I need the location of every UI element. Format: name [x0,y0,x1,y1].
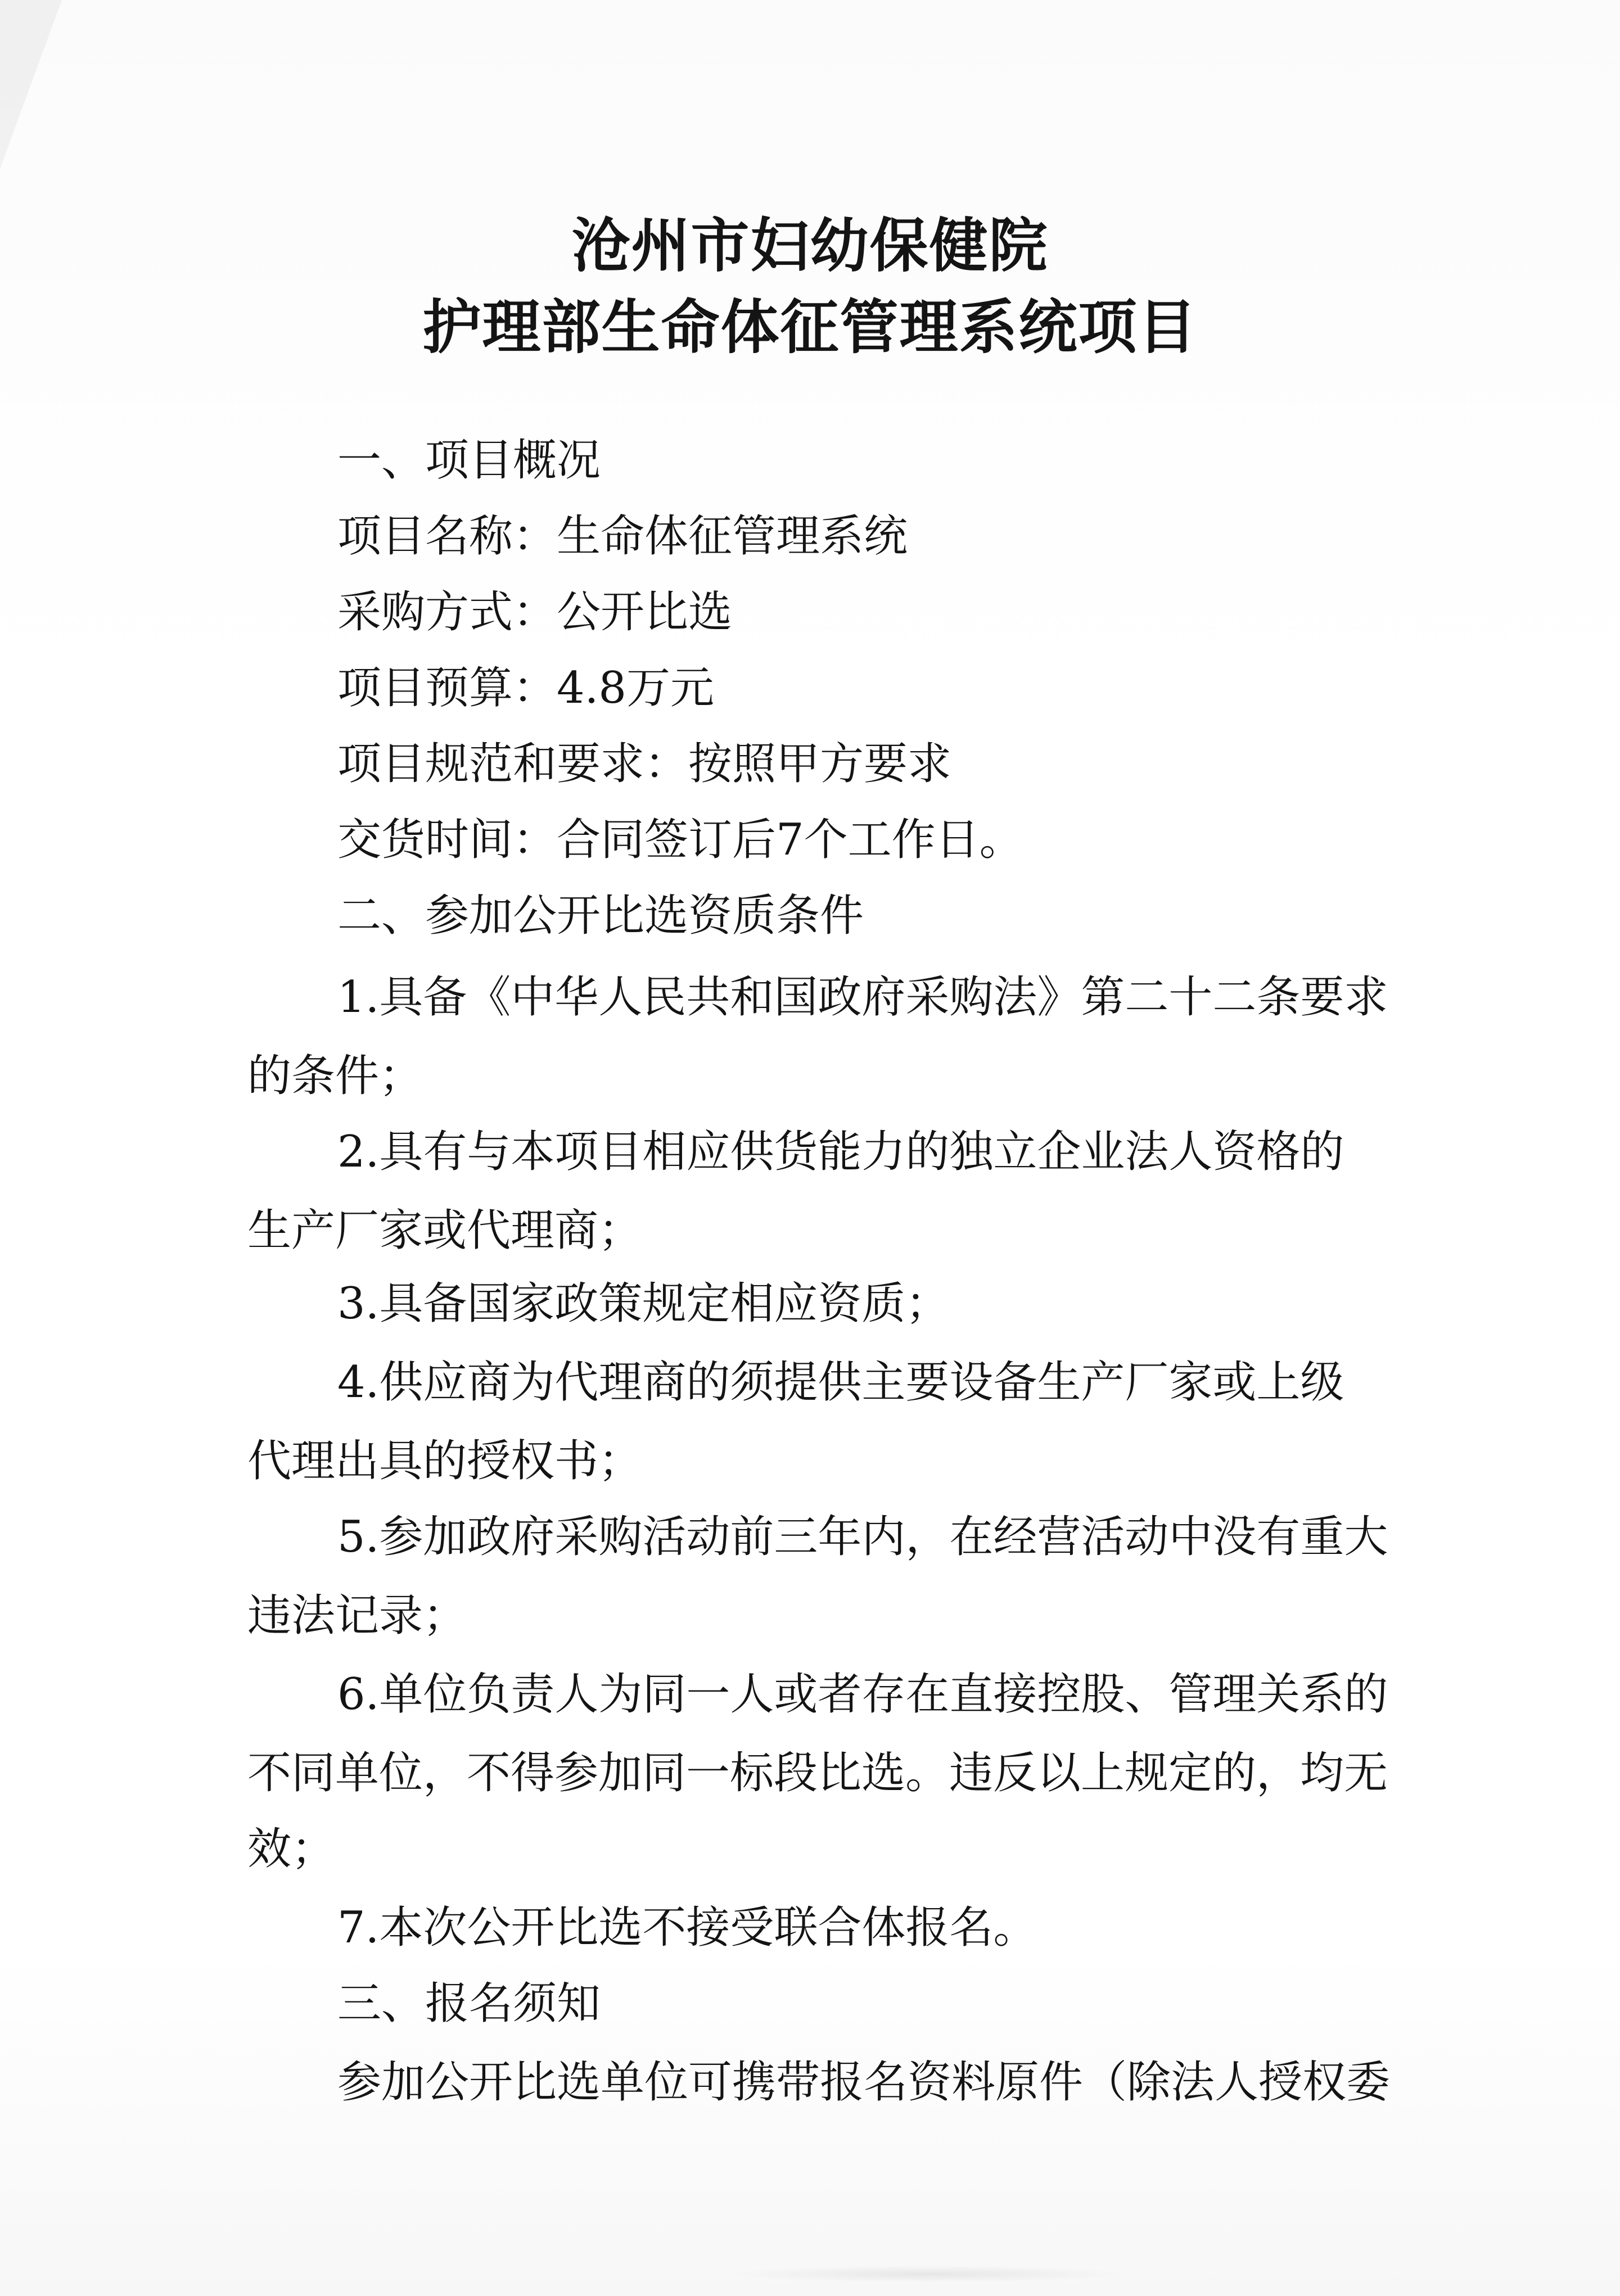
qualification-item-5-line-1: 5.参加政府采购活动前三年内，在经营活动中没有重大 [337,1512,1388,1562]
qualification-item-1-line-1: 1.具备《中华人民共和国政府采购法》第二十二条要求 [337,972,1388,1023]
section-2-heading: 二、参加公开比选资质条件 [337,891,864,941]
qualification-item-4-line-2: 代理出具的授权书； [247,1436,643,1486]
specs-line: 项目规范和要求：按照甲方要求 [337,739,952,789]
section-1-heading: 一、项目概况 [337,435,601,486]
budget-line: 项目预算：4.8万元 [337,663,715,713]
qualification-item-3: 3.具备国家政策规定相应资质； [337,1278,950,1329]
document-title-line-2: 护理部生命体征管理系统项目 [422,292,1198,361]
document-title-line-1: 沧州市妇幼保健院 [571,211,1049,280]
qualification-item-7: 7.本次公开比选不接受联合体报名。 [337,1902,1037,1953]
procurement-method-line: 采购方式：公开比选 [337,587,733,638]
scan-smudge [731,2266,1125,2283]
qualification-item-6-line-2: 不同单位，不得参加同一标段比选。违反以上规定的，均无 [247,1748,1388,1798]
qualification-item-6-line-1: 6.单位负责人为同一人或者存在直接控股、管理关系的 [337,1669,1388,1720]
project-name-line: 项目名称：生命体征管理系统 [337,511,908,562]
section-3-heading: 三、报名须知 [337,1978,601,2029]
qualification-item-6-line-3: 效； [247,1824,336,1874]
qualification-item-5-line-2: 违法记录； [247,1590,467,1641]
delivery-line: 交货时间：合同签订后7个工作日。 [337,815,1023,865]
qualification-item-4-line-1: 4.供应商为代理商的须提供主要设备生产厂家或上级 [337,1357,1344,1408]
registration-paragraph-line-1: 参加公开比选单位可携带报名资料原件（除法人授权委 [337,2057,1391,2108]
qualification-item-2-line-1: 2.具有与本项目相应供货能力的独立企业法人资格的 [337,1127,1344,1177]
qualification-item-1-line-2: 的条件； [247,1051,423,1101]
page-corner-fold [0,0,62,169]
qualification-item-2-line-2: 生产厂家或代理商； [247,1205,643,1256]
